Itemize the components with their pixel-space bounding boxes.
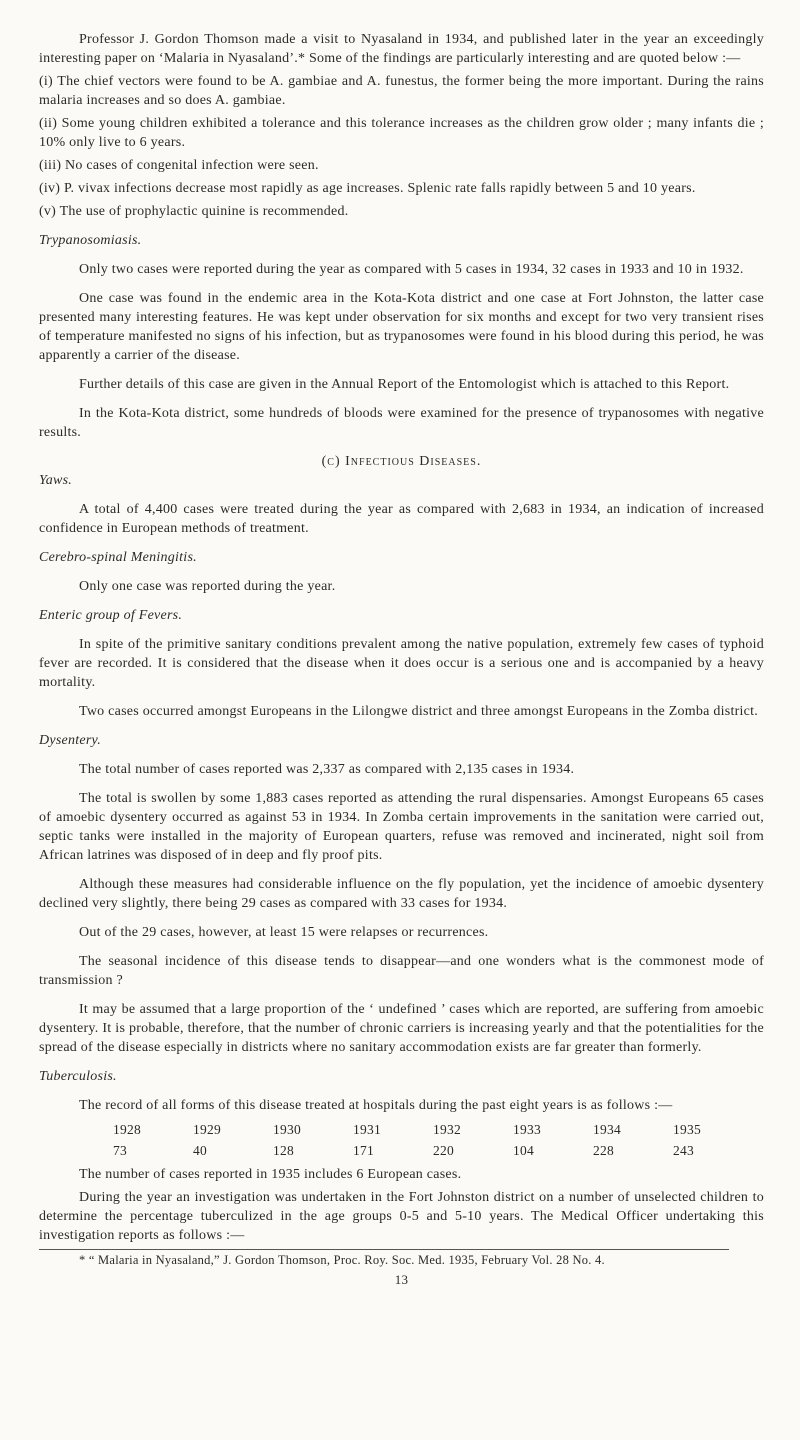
- table-cell-year: 1928: [113, 1122, 141, 1137]
- page-number: 13: [394, 1272, 409, 1287]
- table-cell-year: 1929: [193, 1122, 221, 1137]
- trypanosomiasis-paragraph: Only two cases were reported during the year as compared with 5 cases in 1934, 32 cases in 1933 and 10 in 1932.: [79, 262, 744, 277]
- finding-1: (i) The chief vectors were found to be A. gambiae and A. funestus, the former being the more important. During the rains malaria increases and so does A. gambiae.: [39, 74, 764, 108]
- tuberculosis-table: [113, 1119, 753, 1161]
- table-cell-year: 1930: [273, 1122, 301, 1137]
- enteric-heading: Enteric group of Fevers.: [39, 608, 183, 623]
- trypanosomiasis-paragraph: Further details of this case are given in the Annual Report of the Entomologist which is attached to this Report.: [79, 377, 730, 392]
- table-cell-year: 1935: [673, 1122, 701, 1137]
- tuberculosis-paragraph: The number of cases reported in 1935 includes 6 European cases.: [79, 1167, 462, 1182]
- finding-3: (iii) No cases of congenital infection were seen.: [39, 158, 319, 173]
- dysentery-paragraph: The total is swollen by some 1,883 cases reported as attending the rural dispensaries. Amongst Europeans 65 cases of amoebic dysentery occurred as against 53 in 1934. In Zomba certain improvements in the sanitation were carried out, septic tanks were installed in the majority of European quarters, refuse was removed and incinerated, night soil from African latrines was disposed of in deep and fly proof pits.: [39, 791, 764, 863]
- table-cell-cases: 40: [193, 1143, 207, 1158]
- tuberculosis-intro: The record of all forms of this disease treated at hospitals during the past eight years is as follows :—: [79, 1098, 673, 1113]
- enteric-paragraph: In spite of the primitive sanitary conditions prevalent among the native population, extremely few cases of typhoid fever are recorded. It is considered that the disease when it does occur is a serious one and is accompanied by a heavy mortality.: [39, 637, 764, 690]
- yaws-heading: Yaws.: [39, 473, 73, 488]
- table-cell-cases: 171: [353, 1143, 374, 1158]
- csm-heading: Cerebro-spinal Meningitis.: [39, 550, 197, 565]
- intro-paragraph: Professor J. Gordon Thomson made a visit to Nyasaland in 1934, and published later in the year an exceedingly interesting paper on ‘Malaria in Nyasaland’.* Some of the findings are particularly interesting and are quoted below :—: [39, 32, 764, 66]
- document-page: [39, 30, 764, 1289]
- table-cell-cases: 128: [273, 1143, 294, 1158]
- table-cell-cases: 73: [113, 1143, 127, 1158]
- table-row-cases: [113, 1140, 753, 1161]
- enteric-paragraph: Two cases occurred amongst Europeans in the Lilongwe district and three amongst Europeans in the Zomba district.: [79, 704, 759, 719]
- table-cell-year: 1933: [513, 1122, 541, 1137]
- csm-paragraph: Only one case was reported during the year.: [79, 579, 336, 594]
- table-cell-cases: 104: [513, 1143, 534, 1158]
- footnote: * “ Malaria in Nyasaland,” J. Gordon Thomson, Proc. Roy. Soc. Med. 1935, February Vol. 28 No. 4.: [79, 1253, 605, 1267]
- dysentery-heading: Dysentery.: [39, 733, 101, 748]
- table-cell-cases: 243: [673, 1143, 694, 1158]
- dysentery-paragraph: The total number of cases reported was 2,337 as compared with 2,135 cases in 1934.: [79, 762, 575, 777]
- dysentery-paragraph: Out of the 29 cases, however, at least 15 were relapses or recurrences.: [79, 925, 489, 940]
- trypanosomiasis-paragraph: In the Kota-Kota district, some hundreds of bloods were examined for the presence of trypanosomes with negative results.: [39, 406, 764, 440]
- tuberculosis-heading: Tuberculosis.: [39, 1069, 117, 1084]
- dysentery-paragraph: It may be assumed that a large proportion of the ‘ undefined ’ cases which are reported, are suffering from amoebic dysentery. It is probable, therefore, that the number of chronic carriers is increasing yearly and that the potentialities for the spread of the disease especially in districts where no sanitary accommodation exists are far greater than formerly.: [39, 1002, 764, 1055]
- dysentery-paragraph: The seasonal incidence of this disease tends to disappear—and one wonders what is the commonest mode of transmission ?: [39, 954, 764, 988]
- finding-4: (iv) P. vivax infections decrease most rapidly as age increases. Splenic rate falls rapidly between 5 and 10 years.: [39, 181, 696, 196]
- table-cell-year: 1931: [353, 1122, 381, 1137]
- footnote-divider: [39, 1249, 729, 1250]
- table-cell-year: 1932: [433, 1122, 461, 1137]
- trypanosomiasis-heading: Trypanosomiasis.: [39, 233, 142, 248]
- finding-5: (v) The use of prophylactic quinine is recommended.: [39, 204, 349, 219]
- table-cell-year: 1934: [593, 1122, 621, 1137]
- dysentery-paragraph: Although these measures had considerable influence on the fly population, yet the incidence of amoebic dysentery declined very slightly, there being 29 cases as compared with 33 cases for 1934.: [39, 877, 764, 911]
- section-heading-infectious-diseases: (c) Infectious Diseases.: [321, 454, 482, 469]
- table-cell-cases: 228: [593, 1143, 614, 1158]
- trypanosomiasis-paragraph: One case was found in the endemic area in the Kota-Kota district and one case at Fort Johnston, the latter case presented many interesting features. He was kept under observation for six months and except for two very transient rises of temperature manifested no signs of his infection, but as trypanosomes were found in his blood during this period, he was apparently a carrier of the disease.: [39, 291, 764, 363]
- finding-2: (ii) Some young children exhibited a tolerance and this tolerance increases as the children grow older ; many infants die ; 10% only live to 6 years.: [39, 116, 764, 150]
- tuberculosis-paragraph: During the year an investigation was undertaken in the Fort Johnston district on a number of unselected children to determine the percentage tuberculized in the age groups 0-5 and 5-10 years. The Medical Officer undertaking this investigation reports as follows :—: [39, 1190, 764, 1243]
- table-cell-cases: 220: [433, 1143, 454, 1158]
- yaws-paragraph: A total of 4,400 cases were treated during the year as compared with 2,683 in 1934, an indication of increased confidence in European methods of treatment.: [39, 502, 764, 536]
- table-row-years: [113, 1119, 753, 1140]
